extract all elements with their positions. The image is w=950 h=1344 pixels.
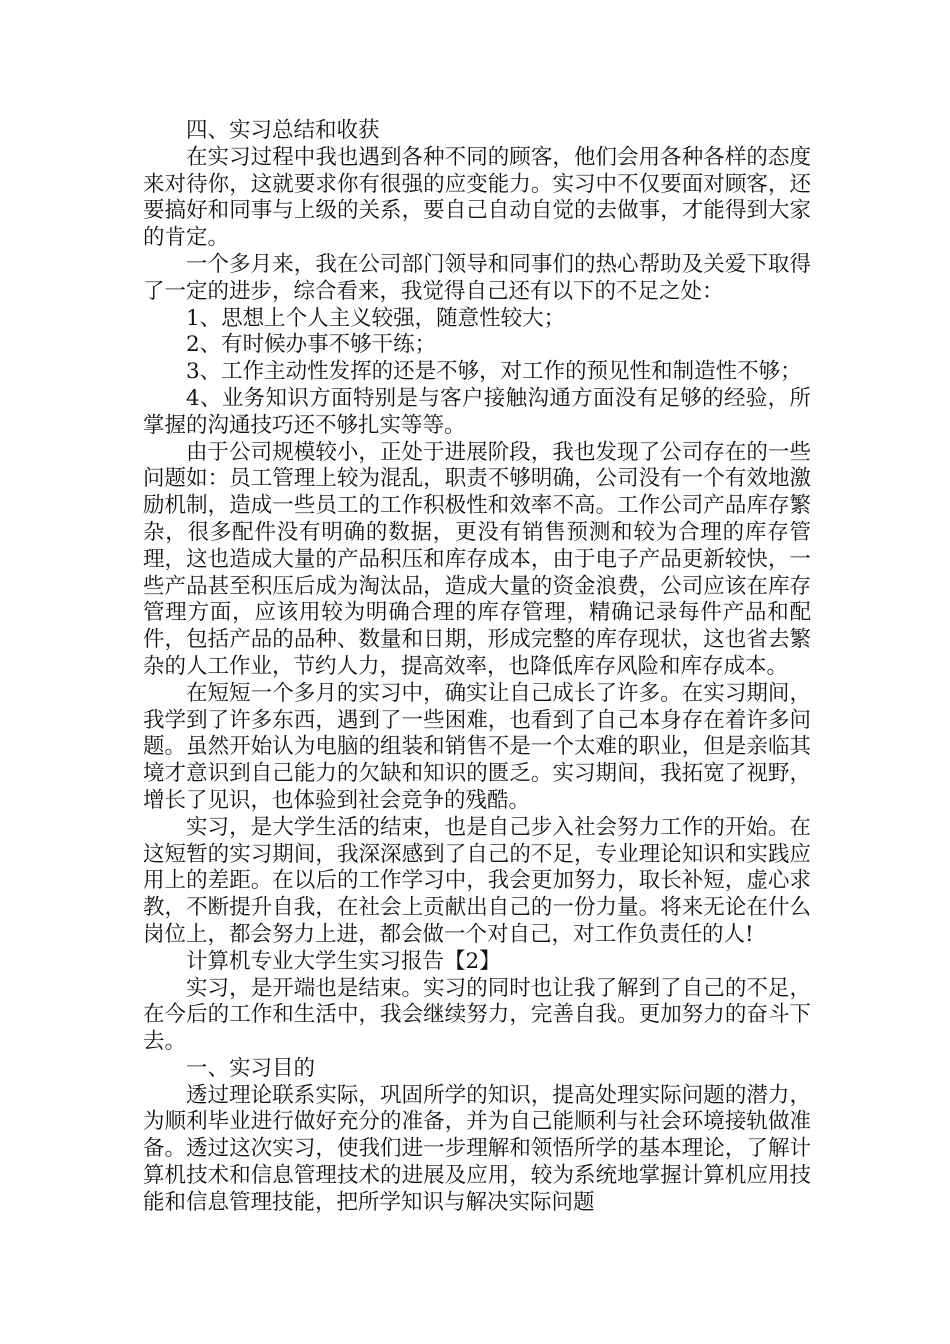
paragraph-company-issues: 由于公司规模较小，正处于进展阶段，我也发现了公司存在的一些问题如：员工管理上较为混乱，职责不够明确，公司没有一个有效地激励机制，造成一些员工的工作积极性和效率不高。工作公司产品库存繁杂，很多配件没有明确的数据，更没有销售预测和较为合理的库存管理，这也造成大量的产品积压和库存成本，由于电子产品更新较快，一些产品甚至积压后成为淘汰品，造成大量的资金浪费，公司应该在库存管理方面，应该用较为明确合理的库存管理，精确记录每件产品和配件，包括产品的品种、数量和日期，形成完整的库存现状，这也省去繁杂的人工作业，节约人力，提高效率，也降低库存风险和库存成本。	[143, 439, 811, 679]
list-item-shortcoming-3: 3、工作主动性发挥的还是不够，对工作的预见性和制造性不够；	[186, 359, 802, 385]
report-title-2: 计算机专业大学生实习报告【2】	[186, 948, 501, 974]
paragraph-progress: 一个多月来，我在公司部门领导和同事们的热心帮助及关爱下取得了一定的进步，综合看来，我觉得自己还有以下的不足之处：	[143, 251, 811, 304]
section-heading-summary: 四、实习总结和收获	[186, 118, 380, 143]
paragraph-intro: 实习，是开端也是结束。实习的同时也让我了解到了自己的不足，在今后的工作和生活中，我会继续努力，完善自我。更加努力的奋斗下去。	[143, 975, 811, 1055]
paragraph-purpose: 透过理论联系实际，巩固所学的知识，提高处理实际问题的潜力，为顺利毕业进行做好充分的准备，并为自己能顺利与社会环境接轨做准备。透过这次实习，使我们进一步理解和领悟所学的基本理论，了解计算机技术和信息管理技术的进展及应用，较为系统地掌握计算机应用技能和信息管理技能，把所学知识与解决实际问题	[143, 1082, 811, 1215]
list-item-shortcoming-1: 1、思想上个人主义较强，随意性较大；	[186, 305, 566, 331]
section-heading-purpose: 一、实习目的	[186, 1055, 316, 1081]
paragraph-conclusion: 实习，是大学生活的结束，也是自己步入社会努力工作的开始。在这短暂的实习期间，我深深感到了自己的不足，专业理论知识和实践应用上的差距。在以后的工作学习中，我会更加努力，取长补短，虚心求教，不断提升自我，在社会上贡献出自己的一份力量。将来无论在什么岗位上，都会努力上进，都会做一个对自己，对工作负责任的人!	[143, 814, 811, 947]
document-page	[143, 118, 811, 1217]
paragraph-customers: 在实习过程中我也遇到各种不同的顾客，他们会用各种各样的态度来对待你，这就要求你有很强的应变能力。实习中不仅要面对顾客，还要搞好和同事与上级的关系，要自己自动自觉的去做事，才能得到大家的肯定。	[143, 144, 811, 251]
list-item-shortcoming-2: 2、有时候办事不够干练；	[186, 332, 437, 358]
paragraph-growth: 在短短一个多月的实习中，确实让自己成长了许多。在实习期间，我学到了许多东西，遇到了一些困难，也看到了自己本身存在着许多问题。虽然开始认为电脑的组装和销售不是一个太难的职业，但是亲临其境才意识到自己能力的欠缺和知识的匮乏。实习期间，我拓宽了视野，增长了见识，也体验到社会竞争的残酷。	[143, 680, 811, 813]
list-item-shortcoming-4: 4、业务知识方面特别是与客户接触沟通方面没有足够的经验，所掌握的沟通技巧还不够扎实等等。	[143, 385, 811, 438]
